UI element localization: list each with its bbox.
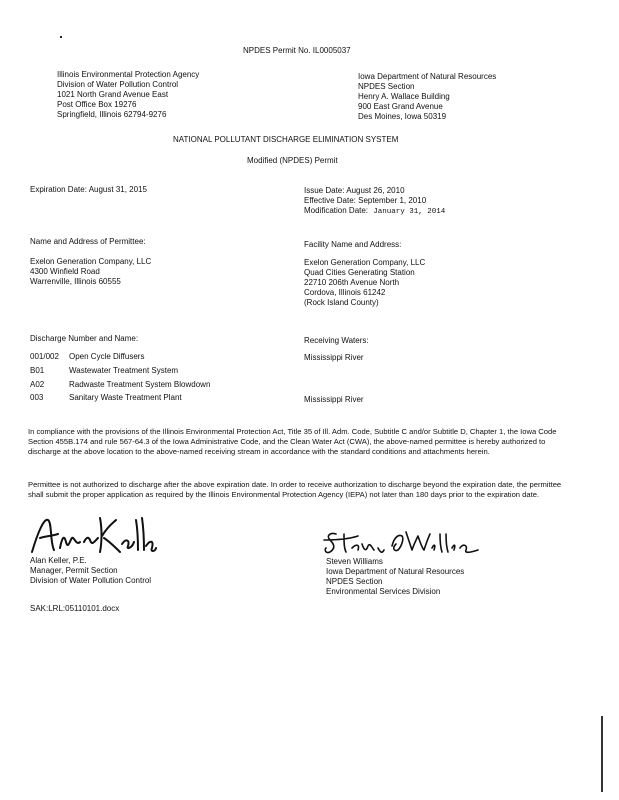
signatory-line: Division of Water Pollution Control bbox=[30, 576, 152, 585]
compliance-paragraph: In compliance with the provisions of the Illinois Environmental Protection Act, Title 35 of Ill. Adm. Code, Subtitle C and/or Subtitle D, Chapter 1, the Iowa Code Section 455B.174 and rule 567-64.3 of the Iowa Administrative Code, and the Clean Water Act (CWA), the above-named permittee is hereby authorized to discharge at the above location to the above-named receiving stream in accordance with the standard conditions and attachments herein. bbox=[28, 427, 557, 456]
address-line: Cordova, Illinois 61242 bbox=[304, 288, 386, 297]
discharge-number: B01 bbox=[30, 366, 45, 375]
modification-date-value: January 31, 2014 bbox=[373, 208, 446, 216]
expiration-paragraph: Permittee is not authorized to discharge after the above expiration date. In order to receive authorization to discharge beyond the expiration date, the permittee shall submit the proper application as required by the Illinois Environmental Protection Agency (IEPA) not later than 180 days prior to the expiration date. bbox=[28, 480, 562, 499]
issuer-iowa-address bbox=[358, 72, 496, 122]
permit-number: NPDES Permit No. IL0005037 bbox=[243, 46, 351, 55]
address-line: 4300 Winfield Road bbox=[30, 267, 100, 276]
document-title: NATIONAL POLLUTANT DISCHARGE ELIMINATION SYSTEM bbox=[173, 135, 399, 144]
address-line: Illinois Environmental Protection Agency bbox=[57, 70, 200, 79]
modification-date-label: Modification Date: bbox=[304, 206, 369, 215]
address-line: 900 East Grand Avenue bbox=[358, 102, 443, 111]
discharge-name: Open Cycle Diffusers bbox=[69, 352, 145, 361]
issue-date: Issue Date: August 26, 2010 bbox=[304, 186, 405, 195]
signatory-illinois bbox=[30, 556, 151, 586]
permittee-address bbox=[30, 257, 151, 287]
modification-date bbox=[304, 206, 445, 217]
discharge-name: Sanitary Waste Treatment Plant bbox=[69, 393, 182, 402]
signatory-line: NPDES Section bbox=[326, 577, 383, 586]
facility-heading: Facility Name and Address: bbox=[304, 240, 402, 249]
effective-date: Effective Date: September 1, 2010 bbox=[304, 196, 427, 205]
signatory-line: Steven Williams bbox=[326, 557, 383, 566]
receiving-water: Mississippi River bbox=[304, 353, 364, 362]
signatory-line: Iowa Department of Natural Resources bbox=[326, 567, 465, 576]
address-line: Henry A. Wallace Building bbox=[358, 92, 450, 101]
address-line: Quad Cities Generating Station bbox=[304, 268, 415, 277]
discharge-number: A02 bbox=[30, 380, 45, 389]
signatory-line: Environmental Services Division bbox=[326, 587, 441, 596]
address-line: Post Office Box 19276 bbox=[57, 100, 137, 109]
address-line: Warrenville, Illinois 60555 bbox=[30, 277, 121, 286]
expiration-date: Expiration Date: August 31, 2015 bbox=[30, 185, 147, 194]
file-reference: SAK:LRL:05110101.docx bbox=[30, 604, 120, 613]
address-line: NPDES Section bbox=[358, 82, 415, 91]
signatory-line: Manager, Permit Section bbox=[30, 566, 118, 575]
signature-steven-williams bbox=[322, 528, 482, 558]
receiving-water: Mississippi River bbox=[304, 395, 364, 404]
signatory-iowa bbox=[326, 557, 464, 597]
scan-edge-mark bbox=[601, 716, 603, 792]
date-block bbox=[304, 186, 445, 217]
discharge-name: Wastewater Treatment System bbox=[69, 366, 179, 375]
permittee-heading: Name and Address of Permittee: bbox=[30, 237, 146, 246]
address-line: (Rock Island County) bbox=[304, 298, 379, 307]
address-line: Des Moines, Iowa 50319 bbox=[358, 112, 447, 121]
signature-alan-keller bbox=[28, 512, 158, 558]
signatory-line: Alan Keller, P.E. bbox=[30, 556, 87, 565]
address-line: Exelon Generation Company, LLC bbox=[304, 258, 426, 267]
address-line: Exelon Generation Company, LLC bbox=[30, 257, 152, 266]
scan-speck bbox=[60, 36, 62, 38]
discharge-name: Radwaste Treatment System Blowdown bbox=[69, 380, 211, 389]
address-line: Springfield, Illinois 62794-9276 bbox=[57, 110, 167, 119]
discharge-number: 003 bbox=[30, 393, 44, 402]
issuer-illinois-address bbox=[57, 70, 199, 120]
discharge-number: 001/002 bbox=[30, 352, 59, 361]
address-line: Division of Water Pollution Control bbox=[57, 80, 179, 89]
address-line: 1021 North Grand Avenue East bbox=[57, 90, 169, 99]
address-line: 22710 206th Avenue North bbox=[304, 278, 400, 287]
address-line: Iowa Department of Natural Resources bbox=[358, 72, 497, 81]
facility-address bbox=[304, 258, 425, 308]
receiving-waters-heading: Receiving Waters: bbox=[304, 336, 369, 345]
document-subtitle: Modified (NPDES) Permit bbox=[247, 156, 338, 165]
discharge-heading: Discharge Number and Name: bbox=[30, 334, 139, 343]
